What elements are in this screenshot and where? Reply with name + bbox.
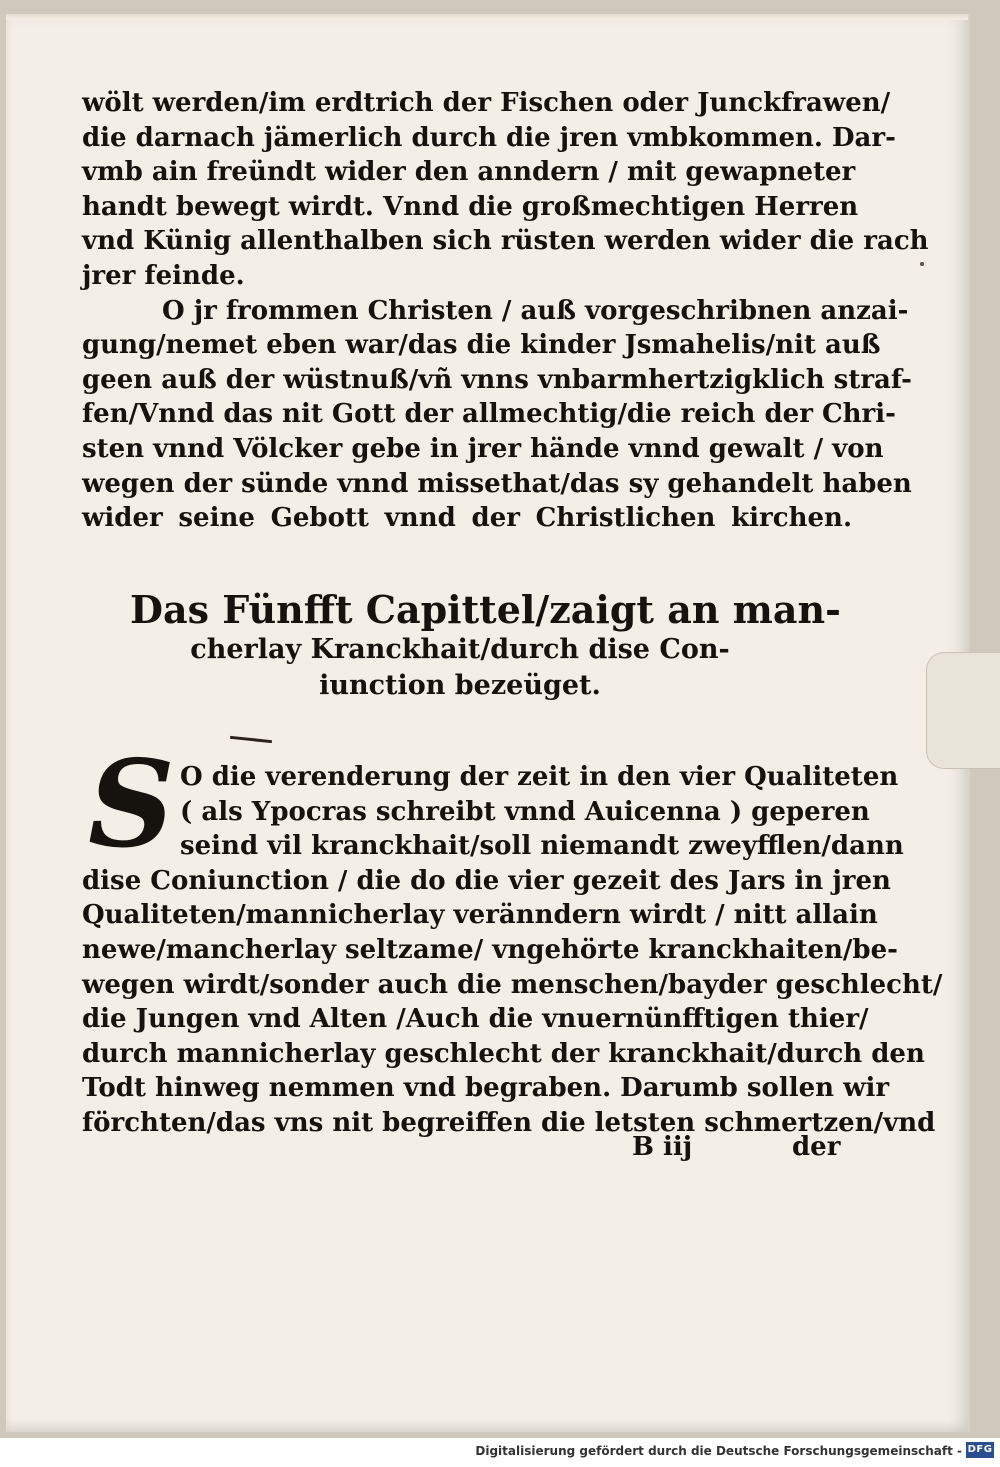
text-line: förchten/das vns nit begreiffen die letsten schmertzen/vnd <box>82 1107 936 1138</box>
text-line: dise Coniunction / die do die vier gezeit des Jars in jren <box>82 865 891 896</box>
chapter-heading-line: Das Fünfft Capittel/zaigt an man- <box>130 587 841 632</box>
text-line: wider seine Gebott vnnd der Christlichen kirchen. <box>82 503 852 534</box>
text-line: handt bewegt wirdt. Vnnd die großmechtigen Herren <box>82 191 859 222</box>
text-line: sten vnnd Völcker gebe in jrer hände vnnd gewalt / von <box>82 433 884 464</box>
page-holder-tab <box>926 652 1000 769</box>
text-line: geen auß der wüstnuß/vñ vnns vnbarmhertzigklich straf- <box>82 364 912 395</box>
text-line: Qualiteten/mannicherlay veränndern wirdt / nitt allain <box>82 900 878 931</box>
text-line: wegen wirdt/sonder auch die menschen/bayder geschlecht/ <box>82 969 943 1000</box>
text-line: ( als Ypocras schreibt vnnd Auicenna ) geperen <box>180 796 870 827</box>
text-line: vnd Künig allenthalben sich rüsten werden wider die rach <box>82 226 929 257</box>
chapter-heading-line: cherlay Kranckhait/durch dise Con- <box>190 634 730 665</box>
text-line: gung/nemet eben war/das die kinder Jsmahelis/nit auß <box>82 330 881 361</box>
text-line: O jr frommen Christen / auß vorgeschribnen anzai- <box>162 295 909 326</box>
dfg-logo: DFG <box>966 1442 994 1458</box>
body-text-bottom <box>82 760 943 1141</box>
ink-speck <box>920 262 924 266</box>
text-line: wölt werden/im erdtrich der Fischen oder Junckfrawen/ <box>82 88 891 118</box>
text-line: O die verenderung der zeit in den vier Qualiteten <box>180 762 899 792</box>
chapter-heading <box>100 587 841 704</box>
text-line: die darnach jämerlich durch die jren vmbkommen. Dar- <box>82 122 896 153</box>
signature-mark: B iij <box>632 1132 693 1162</box>
funding-credit: Digitalisierung gefördert durch die Deutsche Forschungsgemeinschaft - <box>475 1444 962 1458</box>
text-line: die Jungen vnd Alten /Auch die vnuernünfftigen thier/ <box>82 1004 869 1035</box>
text-line: jrer feinde. <box>82 260 245 291</box>
text-line: Todt hinweg nemmen vnd begraben. Darumb sollen wir <box>82 1073 890 1104</box>
body-text-top <box>82 86 929 536</box>
text-line: durch mannicherlay geschlecht der kranckhait/durch den <box>82 1038 925 1069</box>
text-line: newe/mancherlay seltzame/ vngehörte kranckhaiten/be- <box>82 934 898 965</box>
chapter-heading-line: iunction bezeüget. <box>319 670 601 701</box>
text-line: fen/Vnnd das nit Gott der allmechtig/die reich der Chri- <box>82 399 896 430</box>
text-line: vmb ain freündt wider den anndern / mit gewapneter <box>82 157 856 188</box>
text-line: wegen der sünde vnnd missethat/das sy gehandelt haben <box>82 468 912 499</box>
text-line: seind vil kranckhait/soll niemandt zweyfflen/dann <box>180 831 904 862</box>
drop-capital: S <box>88 734 175 875</box>
page-top-edge <box>6 14 968 20</box>
catchword: der <box>792 1132 841 1162</box>
